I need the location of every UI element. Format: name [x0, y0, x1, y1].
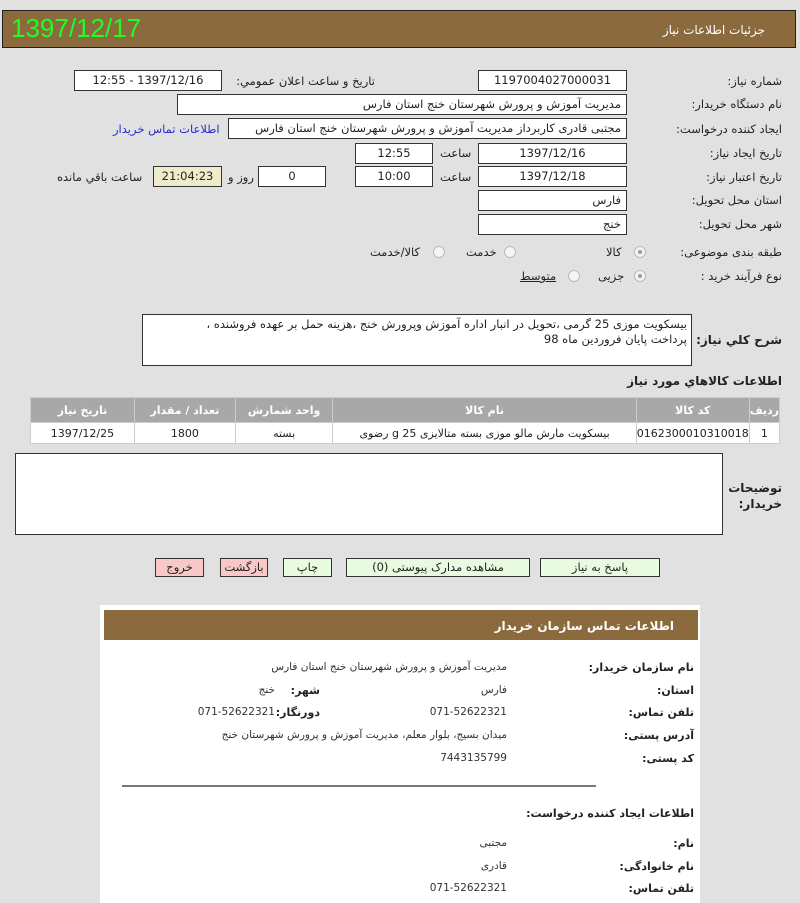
description-line: بیسکویت موزی 25 گرمی ،تحویل در انبار اداره آموزش وپرورش خنج ،هزینه حمل بر عهده فروشنده ،: [206, 317, 687, 331]
hour-label: ساعت: [440, 146, 472, 160]
phone-value: 071-52622321: [429, 706, 507, 718]
col-name: نام کالا: [333, 398, 636, 423]
days-label: روز و: [228, 170, 254, 184]
radio-medium-label: متوسط: [520, 269, 557, 283]
header-date: 1397/12/17: [11, 13, 142, 43]
exit-button[interactable]: خروج: [155, 558, 204, 577]
fax-label: دورنگار:: [275, 706, 320, 719]
cell-name: بیسکویت مارش مالو موزی بسته متالایزی 25 g رضوی: [333, 423, 636, 444]
province-value: فارس: [480, 684, 507, 696]
buyer-contact-link[interactable]: اطلاعات تماس خریدار: [113, 122, 220, 136]
valid-date-field[interactable]: 1397/12/18: [478, 166, 627, 187]
remaining-label: ساعت باقي مانده: [57, 170, 143, 184]
created-date-field[interactable]: 1397/12/16: [478, 143, 627, 164]
org-label: نام سازمان خریدار:: [588, 661, 694, 674]
print-button[interactable]: چاپ: [283, 558, 332, 577]
created-date-label: تاریخ ایجاد نیاز:: [709, 146, 782, 160]
name-value: مجتبی: [479, 837, 507, 849]
valid-time-field[interactable]: 10:00: [355, 166, 433, 187]
province-field[interactable]: فارس: [478, 190, 627, 211]
radio-kala-service-label: کالا/خدمت: [370, 245, 421, 259]
need-number-label: شماره نیاز:: [727, 74, 782, 88]
description-line: پرداخت پایان فروردین ماه 98: [543, 332, 687, 346]
city-label: شهر:: [290, 684, 320, 697]
creator-phone-label: تلفن تماس:: [628, 882, 694, 895]
need-number-field[interactable]: 1197004027000031: [478, 70, 627, 91]
creator-label: ایجاد کننده درخواست:: [676, 122, 782, 136]
cell-unit: بسته: [235, 423, 332, 444]
city-value: خنج: [258, 684, 275, 696]
radio-medium[interactable]: [568, 270, 580, 282]
attachments-button[interactable]: مشاهده مدارک پیوستی (0): [346, 558, 530, 577]
page-header: [2, 10, 796, 48]
radio-kala-service[interactable]: [433, 246, 445, 258]
goods-table: [30, 397, 780, 444]
cell-code: 0162300010310018: [636, 423, 749, 444]
description-textarea[interactable]: [142, 314, 692, 366]
col-unit: واحد شمارش: [235, 398, 332, 423]
table-row: [31, 423, 780, 444]
province-label: استان:: [657, 684, 694, 697]
col-date: تاریخ نیاز: [31, 398, 135, 423]
cell-qty: 1800: [134, 423, 235, 444]
cell-date: 1397/12/25: [31, 423, 135, 444]
radio-kala-label: کالا: [606, 245, 622, 259]
contact-panel: [100, 605, 700, 903]
contact-title: اطلاعات تماس سازمان خریدار: [104, 610, 698, 640]
radio-service-label: خدمت: [466, 245, 497, 259]
divider: [122, 785, 596, 787]
city-label: شهر محل تحویل:: [698, 217, 782, 231]
category-label: طبقه بندی موضوعی:: [680, 245, 782, 259]
cell-row: 1: [749, 423, 779, 444]
postal-value: 7443135799: [440, 752, 507, 764]
buyer-org-field[interactable]: مدیریت آموزش و پرورش شهرستان خنج استان فارس: [177, 94, 627, 115]
announce-field[interactable]: 1397/12/16 - 12:55: [74, 70, 222, 91]
goods-title: اطلاعات كالاهاي مورد نياز: [627, 374, 782, 388]
back-button[interactable]: بازگشت: [220, 558, 268, 577]
valid-date-label: تاریخ اعتبار نیاز:: [706, 170, 782, 184]
fax-value: 071-52622321: [197, 706, 275, 718]
radio-service[interactable]: [504, 246, 516, 258]
name-label: نام:: [673, 837, 694, 850]
postal-label: کد پستی:: [642, 752, 694, 765]
col-code: کد کالا: [636, 398, 749, 423]
buyer-org-label: نام دستگاه خریدار:: [691, 97, 782, 111]
org-value: مدیریت آموزش و پرورش شهرستان خنج استان فارس: [271, 661, 507, 673]
hour-label: ساعت: [440, 170, 472, 184]
family-value: قادری: [480, 860, 507, 872]
address-value: میدان بسیج، بلوار معلم، مدیریت آموزش و پرورش شهرستان خنج: [221, 729, 507, 741]
reply-button[interactable]: پاسخ به نیاز: [540, 558, 660, 577]
col-row: ردیف: [749, 398, 779, 423]
page-title: جزئیات اطلاعات نیاز: [662, 23, 765, 37]
col-qty: تعداد / مقدار: [134, 398, 235, 423]
radio-minor[interactable]: [634, 270, 646, 282]
purchase-type-label: نوع فرآیند خرید :: [700, 269, 782, 283]
created-time-field[interactable]: 12:55: [355, 143, 433, 164]
radio-kala[interactable]: [634, 246, 646, 258]
days-field: 0: [258, 166, 326, 187]
province-label: استان محل تحویل:: [691, 193, 782, 207]
remaining-time: 21:04:23: [153, 166, 222, 187]
creator-section-title: اطلاعات ایجاد کننده درخواست:: [526, 807, 694, 820]
creator-field[interactable]: مجتبی قادری کاربرداز مدیریت آموزش و پرورش شهرستان خنج استان فارس: [228, 118, 627, 139]
buyer-notes-label: توضیحات خریدار:: [728, 481, 782, 511]
family-label: نام خانوادگی:: [619, 860, 694, 873]
phone-label: تلفن تماس:: [628, 706, 694, 719]
city-field[interactable]: خنج: [478, 214, 627, 235]
address-label: آدرس پستی:: [623, 729, 694, 742]
buyer-notes-box[interactable]: [15, 453, 723, 535]
creator-phone-value: 071-52622321: [429, 882, 507, 894]
radio-minor-label: جزیی: [598, 269, 625, 283]
description-label: شرح كلي نياز:: [696, 333, 782, 347]
announce-label: تاریخ و ساعت اعلان عمومي:: [236, 74, 375, 88]
